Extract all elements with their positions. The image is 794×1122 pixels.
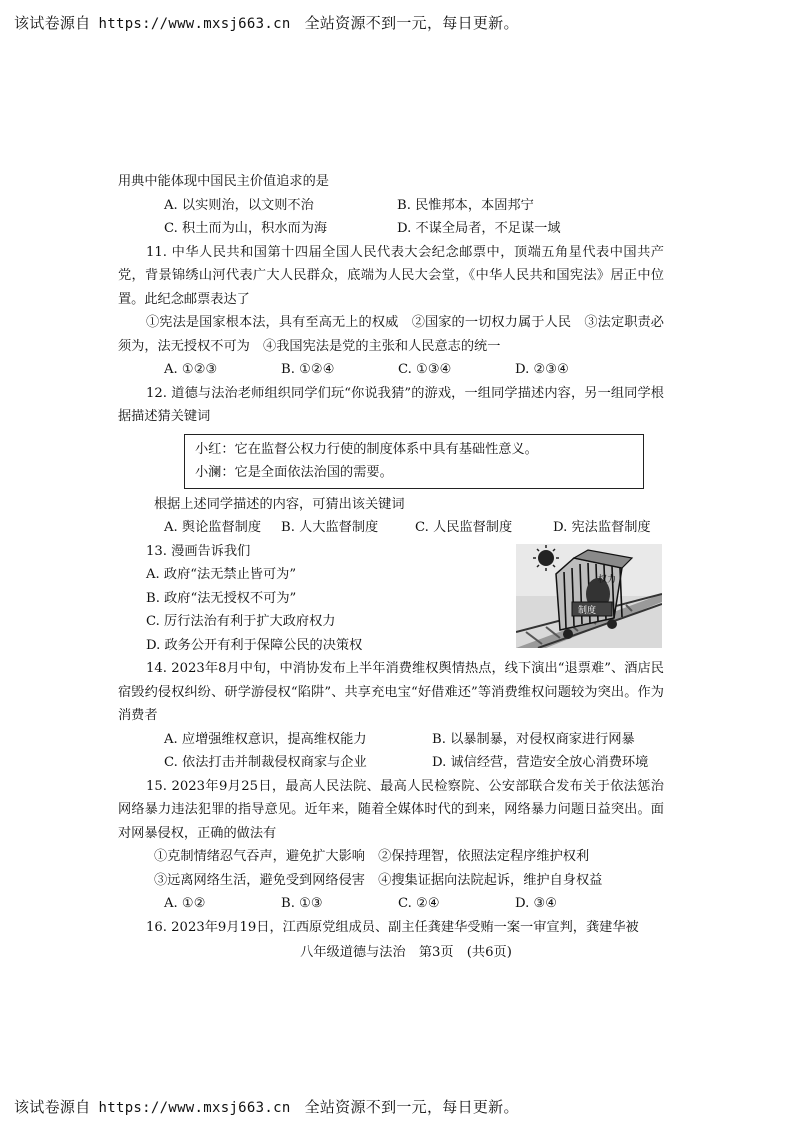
q10-stem: 用典中能体现中国民主价值追求的是 [118, 174, 329, 189]
q12-option-b: B. 人大监督制度 [281, 520, 379, 535]
q11-option-a: A. ①②③ [164, 362, 218, 377]
q14-option-a: A. 应增强维权意识，提高维权能力 [164, 731, 367, 747]
q14-options [118, 728, 664, 775]
q16-stem: 16. 2023年9月19日，江西原党组成员、副主任龚建华受贿一案一审宣判，龚建华被 [146, 919, 639, 935]
q11-stem: 11. 中华人民共和国第十四届全国人民代表大会纪念邮票中，顶端五角星代表中国共产党，背景锦绣山河代表广大人民群众，底端为人民大会堂，《中华人民共和国宪法》居正中位置。此纪念邮票表达了 [118, 244, 664, 307]
q14-option-c: C. 依法打击并制裁侵权商家与企业 [164, 755, 367, 770]
q15-option-d: D. ③④ [515, 896, 558, 911]
q11-statements: ①宪法是国家根本法，具有至高无上的权威 ②国家的一切权力属于人民 ③法定职责必须为，法无授权不可为 ④我国宪法是党的主张和人民意志的统一 [118, 315, 664, 354]
cartoon-label-power: 权力 [598, 574, 617, 585]
banner-url[interactable]: https://www.mxsj663.cn [98, 16, 291, 32]
q13-option-b: B. 政府“法无授权不可为” [146, 590, 297, 606]
q10-option-d: D. 不谋全局者，不足谋一域 [397, 221, 561, 236]
q10-option-b: B. 民惟邦本，本固邦宁 [397, 197, 534, 213]
q12-option-a: A. 舆论监督制度 [164, 520, 262, 535]
banner-suffix: 全站资源不到一元，每日更新。 [304, 1098, 519, 1116]
q13-option-d: D. 政务公开有利于保障公民的决策权 [146, 637, 363, 653]
q15-option-c: C. ②④ [398, 896, 440, 911]
source-banner-top [14, 12, 519, 33]
q12-quote-xiaohong: 小红：它在监督公权力行使的制度体系中具有基础性意义。 [195, 441, 538, 457]
q14-stem: 14. 2023年8月中旬，中消协发布上半年消费维权舆情热点，线下演出“退票难”、酒店民宿毁约侵权纠纷、研学游侵权“陷阱”、共享充电宝“好借难还”等消费维权问题较为突出。作为消费者 [118, 661, 664, 723]
q15-option-b: B. ①③ [281, 896, 323, 911]
banner-prefix: 该试卷源自 [14, 1098, 91, 1116]
power-in-cage-cartoon [516, 544, 662, 648]
q13-option-a: A. 政府“法无禁止皆可为” [146, 567, 297, 582]
q15-option-a: A. ①② [164, 896, 206, 911]
q13-stem: 13. 漫画告诉我们 [146, 543, 251, 559]
exam-page-content [118, 170, 664, 965]
q11-option-c: C. ①③④ [398, 362, 452, 377]
banner-prefix: 该试卷源自 [14, 14, 91, 32]
q11-options [118, 358, 664, 382]
q13-block [118, 540, 664, 658]
q13-option-c: C. 厉行法治有利于扩大政府权力 [146, 614, 336, 629]
q11-option-b: B. ①②④ [281, 362, 335, 377]
q12-prompt: 根据上述同学描述的内容，可猜出该关键词 [154, 496, 405, 512]
banner-url[interactable]: https://www.mxsj663.cn [98, 1100, 291, 1116]
q10-option-a: A. 以实则治，以文则不治 [164, 197, 314, 213]
source-banner-bottom [14, 1096, 519, 1117]
cartoon-label-system: 制度 [578, 605, 597, 616]
q10-option-c: C. 积土而为山，积水而为海 [164, 221, 328, 236]
q15-stem: 15. 2023年9月25日，最高人民法院、最高人民检察院、公安部联合发布关于依法惩治网络暴力违法犯罪的指导意见。近年来，随着全媒体时代的到来，网络暴力问题日益突出。面对网暴侵权，正确的做法有 [118, 778, 664, 841]
q12-quote-xiaolan: 小澜：它是全面依法治国的需要。 [195, 465, 393, 480]
q12-stem: 12. 道德与法治老师组织同学们玩“你说我猜”的游戏，一组同学描述内容，另一组同学根据描述猜关键词 [118, 385, 664, 424]
q12-option-d: D. 宪法监督制度 [553, 520, 651, 535]
q15-statements-2: ③远离网络生活，避免受到网络侵害 ④搜集证据向法院起诉，维护自身权益 [154, 872, 603, 888]
q14-option-d: D. 诚信经营，营造安全放心消费环境 [432, 755, 649, 770]
q15-options [118, 892, 664, 916]
q12-option-c: C. 人民监督制度 [415, 520, 513, 535]
banner-suffix: 全站资源不到一元，每日更新。 [304, 14, 519, 32]
q10-options [118, 194, 664, 241]
q15-statements-1: ①克制情绪忍气吞声，避免扩大影响 ②保持理智，依照法定程序维护权利 [154, 849, 590, 864]
q12-quote-box [184, 434, 644, 489]
q12-options [118, 516, 664, 540]
q11-option-d: D. ②③④ [515, 362, 569, 377]
page-footer: 八年级道德与法治 第3页 (共6页) [300, 945, 512, 960]
q14-option-b: B. 以暴制暴，对侵权商家进行网暴 [432, 731, 635, 747]
